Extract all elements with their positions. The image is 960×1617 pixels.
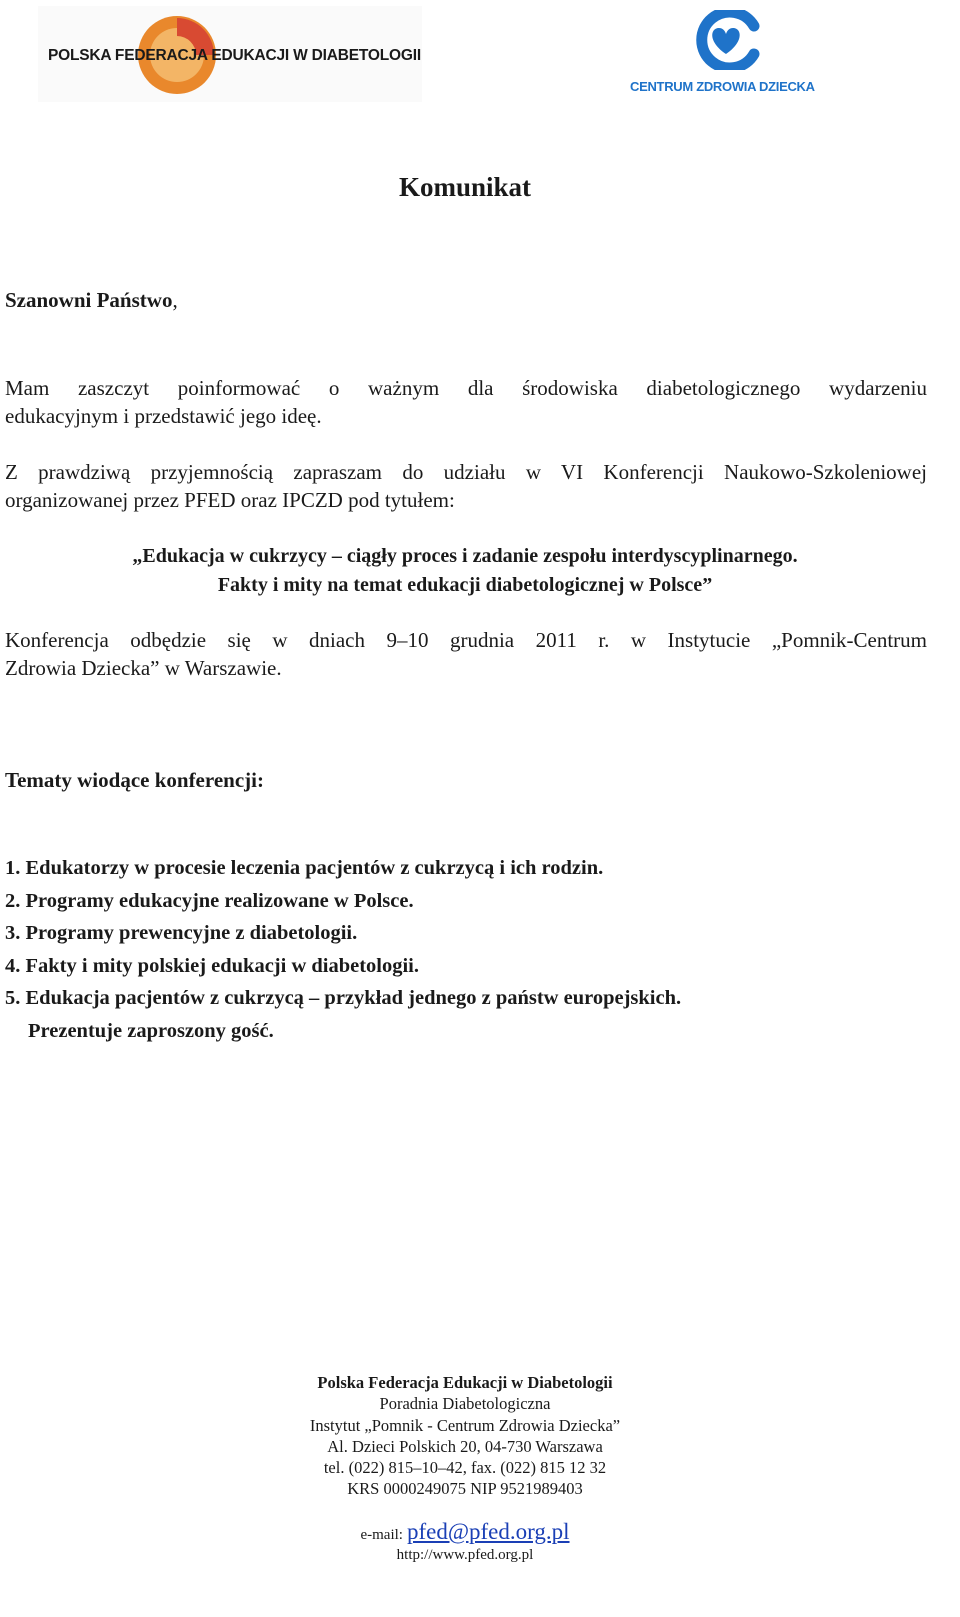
footer-org-name: Polska Federacja Edukacji w Diabetologii: [317, 1373, 613, 1392]
salutation-punct: ,: [172, 288, 178, 312]
footer-registry: KRS 0000249075 NIP 9521989403: [347, 1479, 583, 1499]
salutation-text: Szanowni Państwo: [5, 288, 173, 312]
conference-title-line-1: „Edukacja w cukrzycy – ciągły proces i zadanie zespołu interdyscyplinarnego.: [132, 545, 798, 567]
czd-logo-text: CENTRUM ZDROWIA DZIECKA: [630, 79, 815, 94]
paragraph-2-line-1: Z prawdziwą przyjemnością zapraszam do udziału w VI Konferencji Naukowo-Szkoleniowej: [5, 460, 927, 484]
salutation: [5, 288, 178, 313]
footer-address: Al. Dzieci Polskich 20, 04-730 Warszawa: [327, 1436, 603, 1456]
email-link[interactable]: pfed@pfed.org.pl: [406, 1519, 570, 1544]
document-title: Komunikat: [398, 172, 532, 202]
paragraph-3-line-2: Zdrowia Dziecka” w Warszawie.: [5, 656, 282, 680]
pfed-logo: [38, 6, 422, 102]
topic-5-continuation: Prezentuje zaproszony gość.: [28, 1019, 274, 1042]
topic-item: 3. Programy prewencyjne z diabetologii.: [5, 922, 358, 944]
heart-c-icon: [688, 10, 764, 70]
paragraph-2-line-2: organizowanej przez PFED oraz IPCZD pod tytułem:: [5, 488, 455, 512]
email-label: e-mail:: [360, 1527, 403, 1543]
topic-item: 1. Edukatorzy w procesie leczenia pacjentów z cukrzycą i ich rodzin.: [5, 857, 604, 879]
footer-phone: tel. (022) 815–10–42, fax. (022) 815 12 32: [323, 1458, 607, 1478]
paragraph-3-line-1: Konferencja odbędzie się w dniach 9–10 grudnia 2011 r. w Instytucie „Pomnik-Centrum: [5, 628, 927, 652]
pfed-logo-text: POLSKA FEDERACJA EDUKACJI W DIABETOLOGII: [48, 47, 421, 64]
footer-institute: Instytut „Pomnik - Centrum Zdrowia Dziecka”: [309, 1415, 621, 1435]
czd-logo: [630, 8, 840, 100]
topics-list: [5, 852, 681, 1047]
topic-item: 4. Fakty i mity polskiej edukacji w diabetologii.: [5, 954, 420, 977]
footer-contact: [0, 1372, 930, 1500]
footer-email-row: [0, 1519, 930, 1545]
paragraph-1-line-1: Mam zaszczyt poinformować o ważnym dla środowiska diabetologicznego wydarzeniu: [5, 376, 927, 400]
website-text: http://www.pfed.org.pl: [396, 1547, 534, 1563]
topic-item: 2. Programy edukacyjne realizowane w Polsce.: [5, 889, 414, 912]
topics-heading: Tematy wiodące konferencji:: [5, 768, 264, 792]
conference-title-line-2: Fakty i mity na temat edukacji diabetologicznej w Polsce”: [217, 574, 713, 596]
footer-clinic: Poradnia Diabetologiczna: [379, 1394, 551, 1414]
topic-item: 5. Edukacja pacjentów z cukrzycą – przykład jednego z państw europejskich.: [5, 987, 682, 1009]
paragraph-1-line-2: edukacyjnym i przedstawić jego ideę.: [5, 404, 322, 428]
